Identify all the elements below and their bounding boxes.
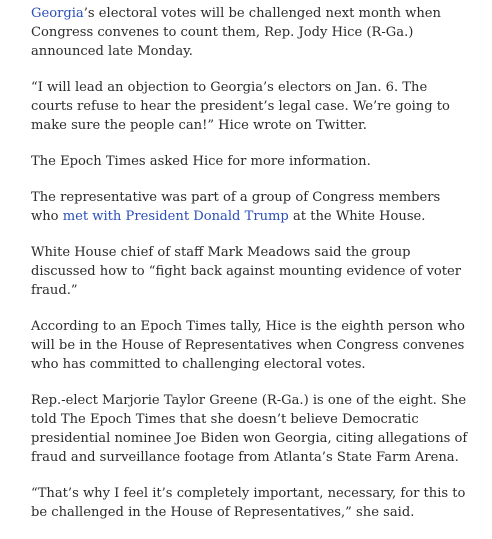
paragraph-text: The representative was part of a group of Congress members who	[31, 190, 441, 224]
paragraph-greene-quote: “That’s why I feel it’s completely important, necessary, for this to be challenged in the House of Representatives,” she said.	[31, 486, 466, 520]
paragraph-hice-quote: “I will lead an objection to Georgia’s electors on Jan. 6. The courts refuse to hear the president’s legal case. We’re going to make sure the people can!” Hice wrote on Twitter.	[31, 80, 450, 133]
article-body	[31, 0, 471, 539]
georgia-link[interactable]: Georgia	[31, 6, 84, 21]
paragraph-georgia-electoral-votes	[31, 4, 471, 61]
paragraph-congress-group	[31, 188, 471, 226]
paragraph-text: at the White House.	[288, 209, 426, 224]
paragraph-epoch-asked: The Epoch Times asked Hice for more information.	[31, 154, 371, 169]
paragraph-meadows: White House chief of staff Mark Meadows said the group discussed how to “fight back against mounting evidence of voter fraud.”	[31, 245, 461, 298]
paragraph-text: ’s electoral votes will be challenged next month when Congress convenes to count them, Rep. Jody Hice (R-Ga.) announced late Monday.	[31, 6, 441, 59]
met-with-trump-link[interactable]: met with President Donald Trump	[62, 209, 289, 224]
paragraph-greene: Rep.-elect Marjorie Taylor Greene (R-Ga.) is one of the eight. She told The Epoch Times that she doesn’t believe Democratic presidential nominee Joe Biden won Georgia, citing allegations of fraud and surveillance footage from Atlanta’s State Farm Arena.	[31, 393, 468, 465]
paragraph-tally: According to an Epoch Times tally, Hice is the eighth person who will be in the House of Representatives when Congress convenes who has committed to challenging electoral votes.	[31, 319, 465, 372]
